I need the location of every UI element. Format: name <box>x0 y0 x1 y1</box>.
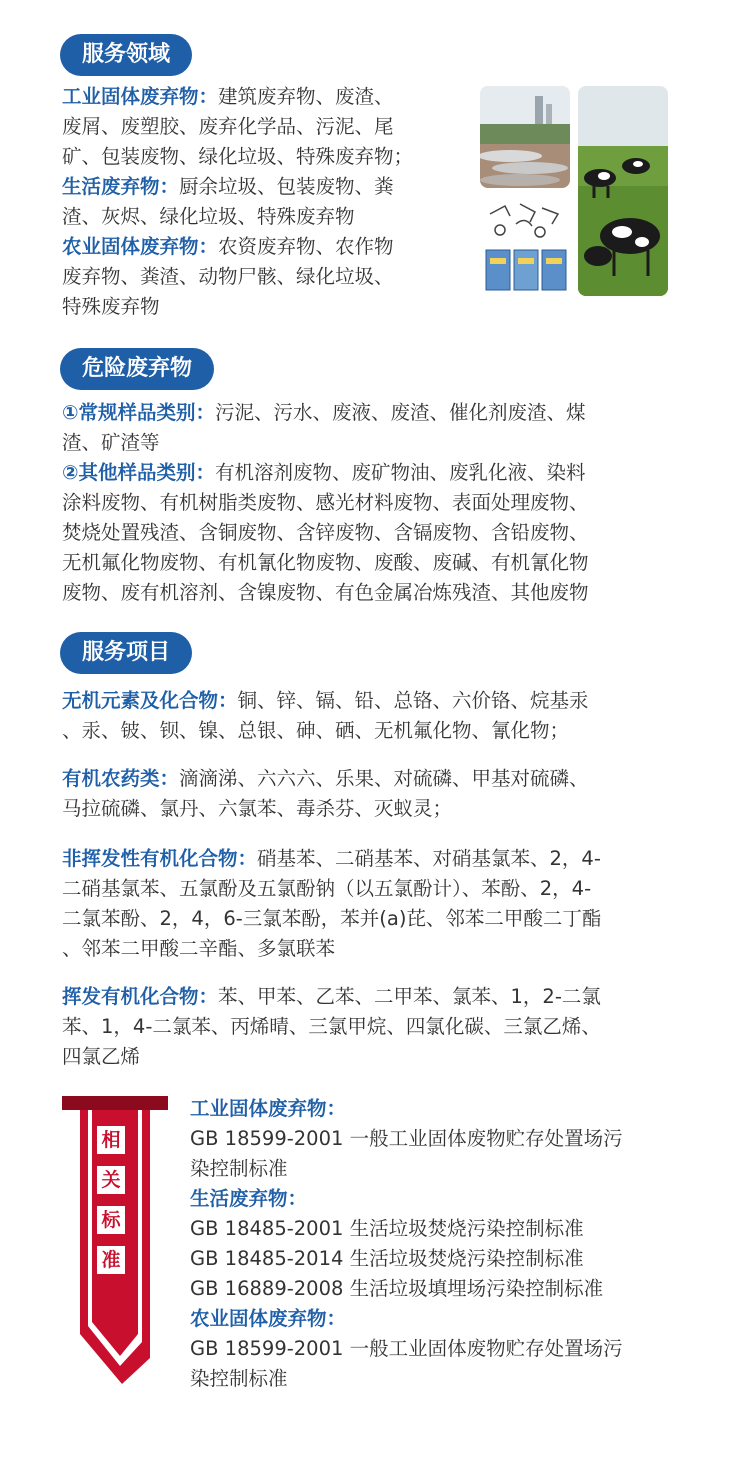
text: 苯、1，4-二氯苯、丙烯晴、三氯甲烷、四氯化碳、三氯乙烯、 <box>62 1015 601 1038</box>
section3-item-nonvolatile <box>62 844 692 964</box>
standard-line: GB 18485-2014 生活垃圾焚烧污染控制标准 <box>190 1247 584 1270</box>
label-industrial: 工业固体废弃物： <box>62 85 219 108</box>
section2-item-regular <box>62 398 692 458</box>
text: 涂料废物、有机树脂类废物、感光材料废物、表面处理废物、 <box>62 491 589 514</box>
cows-pasture-photo <box>578 86 668 296</box>
text: 废弃物、粪渣、动物尸骸、绿化垃圾、 <box>62 265 394 288</box>
banner-char: 标 <box>95 1204 127 1236</box>
standard-line: 染控制标准 <box>190 1367 288 1390</box>
label-inorganic: 无机元素及化合物： <box>62 689 238 712</box>
text: 、邻苯二甲酸二辛酯、多氯联苯 <box>62 937 336 960</box>
text: 污泥、污水、废液、废渣、催化剂废渣、煤 <box>215 401 586 424</box>
standard-line: GB 18599-2001 一般工业固体废物贮存处置场污 <box>190 1127 623 1150</box>
related-standards-banner <box>62 1094 168 1384</box>
label-domestic: 生活废弃物： <box>62 175 180 198</box>
section2-item-other <box>62 458 692 608</box>
section-title-hazardous-waste: 危险废弃物 <box>60 348 214 390</box>
text: 铜、锌、镉、铅、总铬、六价铬、烷基汞 <box>237 689 589 712</box>
label-nonvolatile: 非挥发性有机化合物： <box>62 847 258 870</box>
industrial-waste-photo <box>480 86 570 188</box>
label-regular-samples: ①常规样品类别： <box>62 401 216 424</box>
photo-collage <box>480 86 668 296</box>
text: 矿、包装废物、绿化垃圾、特殊废弃物； <box>62 145 414 168</box>
text: 二硝基氯苯、五氯酚及五氯酚钠（以五氯酚计）、苯酚、2，4- <box>62 877 592 900</box>
text: 有机溶剂废物、废矿物油、废乳化液、染料 <box>215 461 586 484</box>
banner-char: 相 <box>95 1124 127 1156</box>
standard-line: GB 18599-2001 一般工业固体废物贮存处置场污 <box>190 1337 623 1360</box>
text: 滴滴涕、六六六、乐果、对硫磷、甲基对硫磷、 <box>179 767 589 790</box>
banner-char: 准 <box>95 1244 127 1276</box>
text: 农资废弃物、农作物 <box>218 235 394 258</box>
section-title-service-items: 服务项目 <box>60 632 192 674</box>
standard-line: GB 18485-2001 生活垃圾焚烧污染控制标准 <box>190 1217 584 1240</box>
section3-item-volatile <box>62 982 692 1072</box>
garbage-cartoon-illustration <box>480 194 570 296</box>
standard-line: GB 16889-2008 生活垃圾填埋场污染控制标准 <box>190 1277 604 1300</box>
banner-char: 关 <box>95 1164 127 1196</box>
text: 硝基苯、二硝基苯、对硝基氯苯、2，4- <box>257 847 601 870</box>
section3-item-pesticides <box>62 764 692 824</box>
label-other-samples: ②其他样品类别： <box>62 461 216 484</box>
text: 焚烧处置残渣、含铜废物、含锌废物、含镉废物、含铅废物、 <box>62 521 589 544</box>
text: 无机氟化物废物、有机氰化物废物、废酸、废碱、有机氰化物 <box>62 551 589 574</box>
section1-item-agricultural <box>62 232 462 322</box>
standard-line: 染控制标准 <box>190 1157 288 1180</box>
label-pesticides: 有机农药类： <box>62 767 180 790</box>
text: 厨余垃圾、包装废物、粪 <box>179 175 394 198</box>
text: 建筑废弃物、废渣、 <box>218 85 394 108</box>
text: 渣、矿渣等 <box>62 431 160 454</box>
text: 、汞、铍、钡、镍、总银、砷、硒、无机氟化物、氰化物； <box>62 719 570 742</box>
text: 苯、甲苯、乙苯、二甲苯、氯苯、1，2-二氯 <box>218 985 601 1008</box>
standards-group-label: 生活废弃物： <box>190 1187 308 1210</box>
standards-list <box>190 1094 710 1394</box>
text: 二氯苯酚、2，4，6-三氯苯酚，苯并(a)芘、邻苯二甲酸二丁酯 <box>62 907 602 930</box>
section1-item-industrial <box>62 82 462 172</box>
text: 马拉硫磷、氯丹、六氯苯、毒杀芬、灭蚁灵； <box>62 797 453 820</box>
text: 四氯乙烯 <box>62 1045 141 1068</box>
text: 渣、灰烬、绿化垃圾、特殊废弃物 <box>62 205 355 228</box>
section1-item-domestic <box>62 172 462 232</box>
text: 废物、废有机溶剂、含镍废物、有色金属冶炼残渣、其他废物 <box>62 581 589 604</box>
label-agricultural: 农业固体废弃物： <box>62 235 219 258</box>
text: 特殊废弃物 <box>62 295 160 318</box>
standards-group-label: 农业固体废弃物： <box>190 1307 347 1330</box>
section3-item-inorganic <box>62 686 692 746</box>
text: 废屑、废塑胶、废弃化学品、污泥、尾 <box>62 115 394 138</box>
standards-group-label: 工业固体废弃物： <box>190 1097 347 1120</box>
section-title-service-areas: 服务领域 <box>60 34 192 76</box>
label-volatile: 挥发有机化合物： <box>62 985 219 1008</box>
